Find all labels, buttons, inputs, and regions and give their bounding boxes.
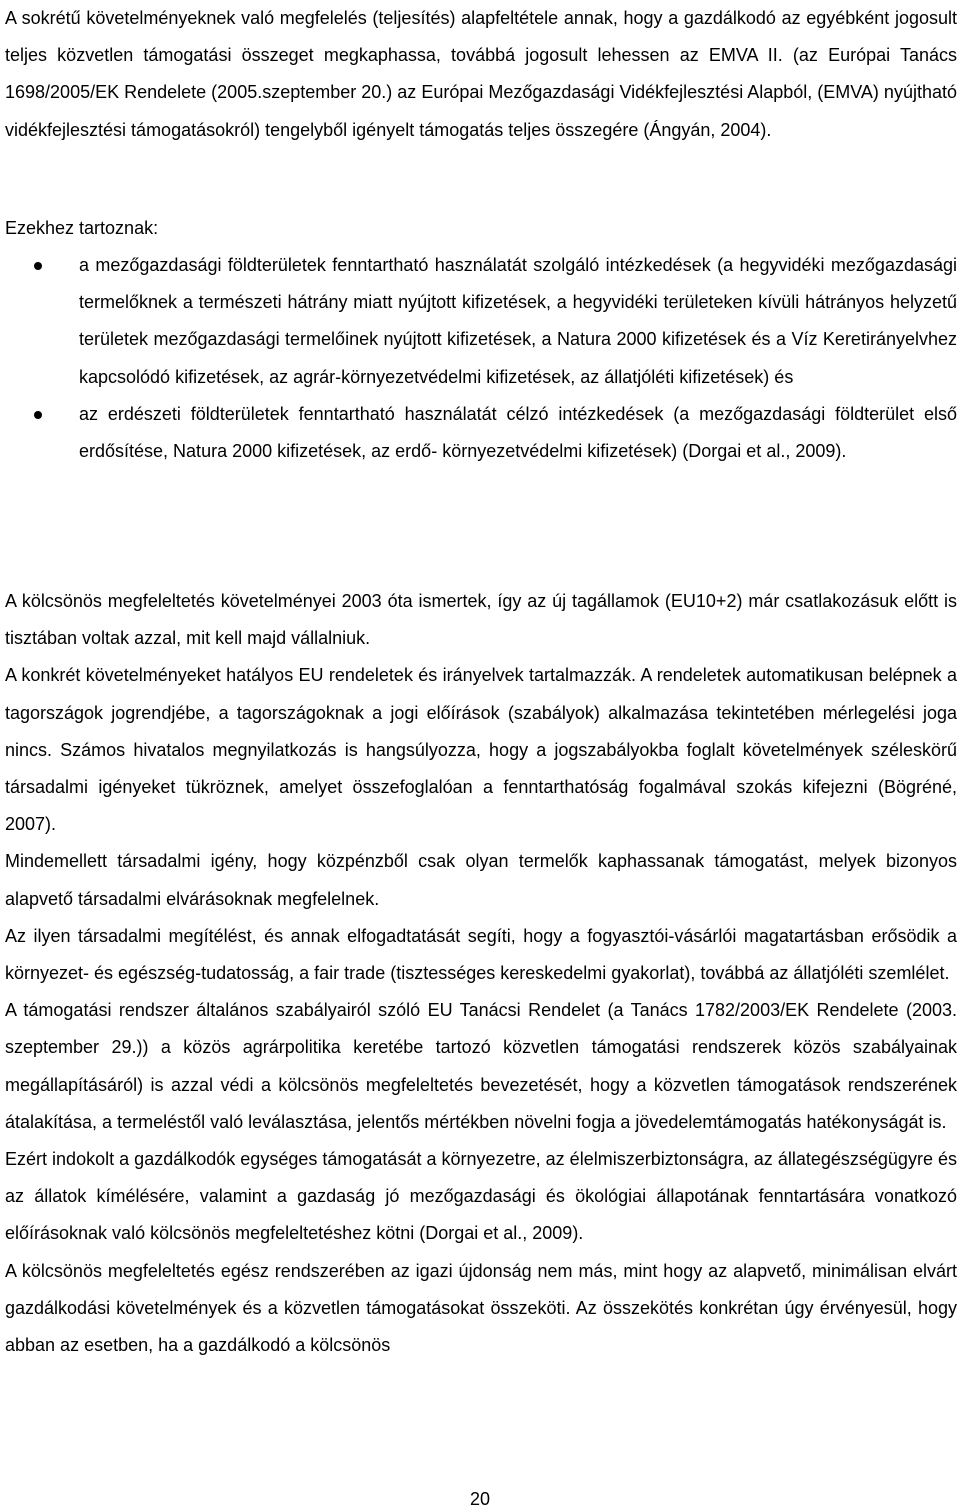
paragraph: Mindemellett társadalmi igény, hogy közpénzből csak olyan termelők kaphassanak támogatást, melyek bizonyos alapvető társadalmi elvárásoknak megfelelnek. <box>5 851 957 909</box>
list-item-text: az erdészeti földterületek fenntartható használatát célzó intézkedések (a mezőgazdasági földterület első erdősítése, Natura 2000 kifizetések, az erdő- környezetvédelmi kifizetések) (Dorgai et al., 2009). <box>79 403 957 462</box>
list-item-text: a mezőgazdasági földterületek fenntartható használatát szolgáló intézkedések (a hegyvidéki mezőgazdasági termelőknek a természeti hátrány miatt nyújtott kifizetések, a hegyvidéki területeken kívüli hátrányos helyzetű területek mezőgazdasági termelőinek nyújtott kifizetések, a Natura 2000 kifizetések és a Víz Keretirányelvhez kapcsolódó kifizetések, az agrár-környezetvédelmi kifizetések, az állatjóléti kifizetések) és <box>79 255 957 387</box>
paragraph: Ezért indokolt a gazdálkodók egységes támogatását a környezetre, az élelmiszerbiztonságra, az állategészségügyre és az állatok kímélésére, valamint a gazdaság jó mezőgazdasági és ökológiai állapotának fenntartására vonatkozó előírásoknak való kölcsönös megfeleltetéshez kötni (Dorgai et al., 2009). <box>5 1149 957 1244</box>
paragraph: A kölcsönös megfeleltetés egész rendszerében az igazi újdonság nem más, mint hogy az alapvető, minimálisan elvárt gazdálkodási követelmények és a közvetlen támogatásokat összeköti. Az összekötés konkrétan úgy érvényesül, hogy abban az esetben, ha a gazdálkodó a kölcsönös <box>5 1260 957 1356</box>
paragraph: A kölcsönös megfeleltetés követelményei 2003 óta ismertek, így az új tagállamok (EU10+2) már csatlakozásuk előtt is tisztában voltak azzal, mit kell majd vállalniuk. <box>5 591 957 649</box>
list-item <box>0 247 957 396</box>
body-paragraphs <box>5 583 957 1364</box>
paragraph-intro: A sokrétű követelményeknek való megfelelés (teljesítés) alapfeltétele annak, hogy a gazdálkodó az egyébként jogosult teljes közvetlen támogatási összeget megkaphassa, továbbá jogosult lehessen az EMVA II. (az Európai Tanács 1698/2005/EK Rendelete (2005.szeptember 20.) az Európai Mezőgazdasági Vidékfejlesztési Alapból, (EMVA) nyújtható vidékfejlesztési támogatásokról) tengelyből igényelt támogatás teljes összegére (Ángyán, 2004). <box>5 8 957 140</box>
list-intro: Ezekhez tartoznak: <box>5 218 159 238</box>
list-item <box>0 396 957 470</box>
page-number: 20 <box>469 1489 491 1509</box>
bullet-icon <box>34 411 42 419</box>
paragraph: Az ilyen társadalmi megítélést, és annak elfogadtatását segíti, hogy a fogyasztói-vásárlói magatartásban erősödik a környezet- és egészség-tudatosság, a fair trade (tisztességes kereskedelmi gyakorlat), továbbá az állatjóléti szemlélet. <box>5 925 957 984</box>
paragraph: A támogatási rendszer általános szabályairól szóló EU Tanácsi Rendelet (a Tanács 1782/2003/EK Rendelete (2003. szeptember 29.)) a közös agrárpolitika keretébe tartozó közvetlen támogatási rendszerek közös szabályainak megállapításáról) is azzal védi a kölcsönös megfeleltetés bevezetését, hogy a közvetlen támogatások rendszerének átalakítása, a termeléstől való leválasztása, jelentős mértékben növelni fogja a jövedelemtámogatás hatékonyságát is. <box>5 1000 957 1132</box>
paragraph: A konkrét követelményeket hatályos EU rendeletek és irányelvek tartalmazzák. A rendeletek automatikusan belépnek a tagországok jogrendjébe, a tagországoknak a jogi előírások (szabályok) alkalmazása tekintetében mérlegelési joga nincs. Számos hivatalos megnyilatkozás is hangsúlyozza, hogy a jogszabályokba foglalt követelmények széleskörű társadalmi igényeket tükröznek, amelyet összefoglalóan a fenntarthatóság fogalmával szokás kifejezni (Bögréné, 2007). <box>5 665 957 835</box>
bullet-list <box>0 247 960 470</box>
bullet-icon <box>34 262 42 270</box>
